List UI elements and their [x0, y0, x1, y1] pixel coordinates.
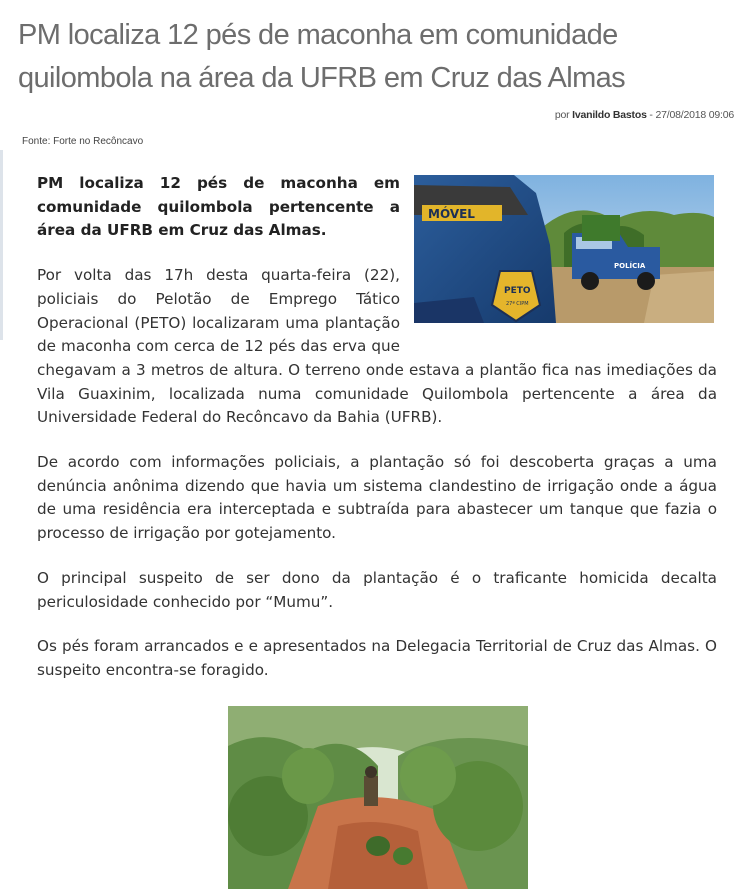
article-paragraph-4: Os pés foram arrancados e e apresentados na Delegacia Territorial de Cruz das Almas. O suspeito encontra-se foragido. — [37, 637, 717, 679]
truck-label: POLÍCIA — [614, 262, 646, 270]
byline-separator: - — [646, 109, 656, 121]
cipm-badge-text: 27ª CIPM — [506, 301, 529, 307]
article-body — [37, 172, 717, 704]
article-lead: PM localiza 12 pés de maconha em comunidade quilombola pertencente a área da UFRB em Cruz das Almas. — [37, 174, 400, 240]
author-link[interactable]: Ivanildo Bastos — [572, 109, 647, 121]
vehicle-label: MÓVEL — [428, 207, 475, 221]
byline — [555, 109, 734, 121]
plantation-photo — [228, 706, 528, 889]
left-border-decoration — [0, 150, 3, 340]
source-credit: Fonte: Forte no Recôncavo — [22, 136, 144, 147]
article-paragraph-1: Por volta das 17h desta quarta-feira (22), policiais do Pelotão de Emprego Tático Operacional (PETO) localizaram uma plantação de maconha com cerca de 12 pés das erva que chegavam a 3 metros de altura. O terreno onde estava a plantão fica nas imediações da Vila Guaxinim, localizada numa comunidade Quilombola pertencente a área da Universidade Federal do Recôncavo da Bahia (UFRB). — [37, 266, 717, 427]
article-paragraph-2: De acordo com informações policiais, a plantação só foi descoberta graças a uma denúncia anônima dizendo que havia um sistema clandestino de irrigação onde a água de uma residência era interceptada e subtraída para abastecer um tanque que fazia o processo de irrigação por gotejamento. — [37, 453, 717, 543]
publish-date: 27/08/2018 09:06 — [655, 109, 734, 121]
peto-badge: PETO — [504, 286, 531, 296]
article-title: PM localiza 12 pés de maconha em comunidade quilombola na área da UFRB em Cruz das Almas — [18, 19, 626, 94]
byline-prefix: por — [554, 109, 573, 121]
police-vehicle-photo — [414, 175, 714, 323]
article-paragraph-3: O principal suspeito de ser dono da plantação é o traficante homicida decalta periculosidade conhecido por “Mumu”. — [37, 568, 717, 611]
